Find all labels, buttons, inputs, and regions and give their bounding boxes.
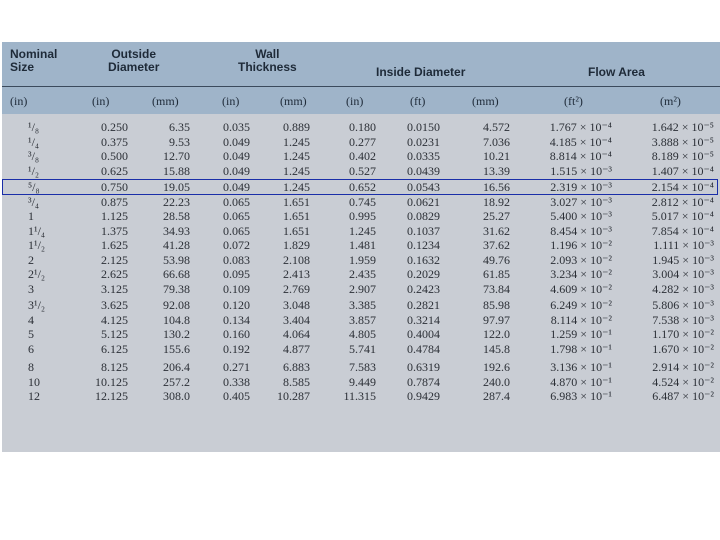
- cell-od-mm: 15.88: [163, 164, 190, 179]
- cell-flow-area-ft2: 5.400 × 10⁻³: [550, 209, 612, 224]
- cell-nominal-size: ¹/₂: [28, 164, 40, 179]
- pipe-dimensions-table: [2, 42, 720, 452]
- cell-nominal-size: 1¹/₂: [28, 238, 46, 252]
- cell-id-ft: 0.0543: [407, 180, 440, 194]
- cell-flow-area-m2: 1.945 × 10⁻³: [652, 252, 714, 267]
- cell-id-in: 0.277: [349, 134, 376, 149]
- table-row: [2, 375, 720, 389]
- cell-id-in: 9.449: [349, 374, 376, 389]
- cell-id-in: 4.805: [349, 327, 376, 342]
- unit-wall-mm: (mm): [280, 94, 307, 108]
- cell-flow-area-m2: 3.004 × 10⁻³: [652, 267, 714, 282]
- cell-nominal-size: 1: [28, 209, 34, 224]
- table-row: [2, 342, 720, 356]
- cell-nominal-size: ³/₈: [28, 149, 40, 164]
- cell-id-mm: 49.76: [483, 252, 510, 267]
- cell-wall-in: 0.049: [223, 180, 250, 194]
- cell-od-mm: 155.6: [163, 342, 190, 357]
- cell-od-mm: 104.8: [163, 312, 190, 327]
- cell-wall-mm: 1.245: [283, 164, 310, 179]
- cell-od-mm: 6.35: [169, 120, 190, 134]
- table-row: [2, 224, 720, 238]
- cell-od-in: 0.375: [101, 134, 128, 149]
- cell-id-in: 0.745: [349, 194, 376, 209]
- cell-flow-area-m2: 1.407 × 10⁻⁴: [651, 164, 714, 179]
- cell-nominal-size: 10: [28, 374, 40, 389]
- cell-nominal-size: 1¹/₄: [28, 224, 46, 239]
- cell-wall-in: 0.134: [223, 312, 250, 327]
- cell-od-mm: 19.05: [163, 180, 190, 194]
- cell-wall-in: 0.160: [223, 327, 250, 342]
- cell-nominal-size: 5: [28, 327, 34, 342]
- cell-nominal-size: ¹/₄: [28, 134, 40, 149]
- cell-flow-area-ft2: 4.185 × 10⁻⁴: [549, 134, 612, 149]
- cell-id-ft: 0.0439: [407, 164, 440, 179]
- table-row: [2, 238, 720, 252]
- cell-wall-mm: 2.413: [283, 267, 310, 282]
- cell-wall-in: 0.065: [223, 209, 250, 224]
- cell-flow-area-ft2: 1.515 × 10⁻³: [550, 164, 612, 179]
- table-body: [2, 114, 720, 452]
- table-row: [2, 149, 720, 163]
- cell-od-in: 12.125: [95, 389, 128, 404]
- cell-id-mm: 25.27: [483, 209, 510, 224]
- row-highlight-box: [2, 179, 718, 195]
- cell-wall-mm: 1.651: [283, 224, 310, 239]
- cell-id-in: 3.385: [349, 298, 376, 312]
- unit-flow-ft2: (ft²): [564, 94, 583, 108]
- cell-wall-in: 0.049: [223, 164, 250, 179]
- cell-id-ft: 0.0621: [407, 194, 440, 209]
- table-row: [2, 195, 720, 209]
- cell-flow-area-ft2: 4.609 × 10⁻²: [550, 282, 612, 297]
- cell-id-ft: 0.4004: [407, 327, 440, 342]
- cell-od-in: 0.500: [101, 149, 128, 164]
- cell-od-in: 2.125: [101, 252, 128, 267]
- cell-wall-in: 0.065: [223, 194, 250, 209]
- table-row: [2, 209, 720, 223]
- cell-nominal-size: 2¹/₂: [28, 267, 46, 282]
- table-row: [2, 360, 720, 374]
- cell-flow-area-ft2: 2.319 × 10⁻³: [550, 180, 612, 194]
- cell-od-mm: 92.08: [163, 298, 190, 312]
- cell-id-mm: 18.92: [483, 194, 510, 209]
- cell-nominal-size: 8: [28, 360, 34, 374]
- header-wall-thickness: Wall Thickness: [238, 47, 297, 74]
- cell-wall-in: 0.405: [223, 389, 250, 404]
- cell-id-mm: 13.39: [483, 164, 510, 179]
- cell-flow-area-m2: 6.487 × 10⁻²: [652, 389, 714, 404]
- cell-wall-in: 0.338: [223, 374, 250, 389]
- cell-flow-area-m2: 1.670 × 10⁻²: [652, 342, 714, 357]
- cell-od-mm: 28.58: [163, 209, 190, 224]
- cell-od-mm: 9.53: [169, 134, 190, 149]
- cell-od-in: 1.375: [101, 224, 128, 239]
- cell-flow-area-m2: 1.111 × 10⁻³: [653, 238, 714, 252]
- cell-nominal-size: 12: [28, 389, 40, 404]
- cell-od-mm: 206.4: [163, 360, 190, 374]
- cell-wall-in: 0.065: [223, 224, 250, 239]
- cell-wall-mm: 1.651: [283, 209, 310, 224]
- table-row: [2, 120, 720, 134]
- cell-wall-mm: 4.877: [283, 342, 310, 357]
- cell-id-ft: 0.0335: [407, 149, 440, 164]
- cell-od-in: 0.625: [101, 164, 128, 179]
- cell-flow-area-ft2: 1.196 × 10⁻²: [550, 238, 612, 252]
- cell-wall-in: 0.072: [223, 238, 250, 252]
- cell-wall-in: 0.109: [223, 282, 250, 297]
- cell-flow-area-m2: 2.914 × 10⁻²: [652, 360, 714, 374]
- cell-nominal-size: 3¹/₂: [28, 298, 46, 312]
- cell-nominal-size: ⁵/₈: [28, 180, 40, 194]
- cell-wall-in: 0.035: [223, 120, 250, 134]
- cell-wall-mm: 2.769: [283, 282, 310, 297]
- unit-od-mm: (mm): [152, 94, 179, 108]
- cell-od-mm: 130.2: [163, 327, 190, 342]
- unit-id-mm: (mm): [472, 94, 499, 108]
- cell-id-mm: 16.56: [483, 180, 510, 194]
- cell-wall-mm: 1.245: [283, 134, 310, 149]
- cell-od-in: 3.125: [101, 282, 128, 297]
- cell-wall-in: 0.120: [223, 298, 250, 312]
- cell-id-in: 5.741: [349, 342, 376, 357]
- table-row: [2, 282, 720, 296]
- cell-flow-area-ft2: 1.798 × 10⁻¹: [550, 342, 612, 357]
- cell-od-in: 5.125: [101, 327, 128, 342]
- cell-od-in: 2.625: [101, 267, 128, 282]
- cell-od-in: 4.125: [101, 312, 128, 327]
- table-row: [2, 313, 720, 327]
- cell-od-in: 3.625: [101, 298, 128, 312]
- table-row: [2, 389, 720, 403]
- cell-od-mm: 22.23: [163, 194, 190, 209]
- cell-flow-area-m2: 1.170 × 10⁻²: [652, 327, 714, 342]
- cell-flow-area-m2: 5.806 × 10⁻³: [652, 298, 714, 312]
- cell-id-mm: 7.036: [483, 134, 510, 149]
- cell-od-mm: 79.38: [163, 282, 190, 297]
- unit-wall-in: (in): [222, 94, 240, 108]
- cell-wall-in: 0.095: [223, 267, 250, 282]
- cell-id-ft: 0.1234: [407, 238, 440, 252]
- cell-wall-in: 0.049: [223, 134, 250, 149]
- cell-flow-area-ft2: 6.249 × 10⁻²: [550, 298, 612, 312]
- cell-id-ft: 0.0231: [407, 134, 440, 149]
- cell-id-in: 0.527: [349, 164, 376, 179]
- cell-flow-area-ft2: 2.093 × 10⁻²: [550, 252, 612, 267]
- cell-id-ft: 0.6319: [407, 360, 440, 374]
- cell-flow-area-ft2: 6.983 × 10⁻¹: [550, 389, 612, 404]
- cell-flow-area-ft2: 4.870 × 10⁻¹: [550, 374, 612, 389]
- cell-id-mm: 61.85: [483, 267, 510, 282]
- cell-od-in: 1.625: [101, 238, 128, 252]
- cell-id-in: 1.245: [349, 224, 376, 239]
- cell-od-mm: 308.0: [163, 389, 190, 404]
- cell-flow-area-m2: 4.524 × 10⁻²: [652, 374, 714, 389]
- cell-od-in: 0.250: [101, 120, 128, 134]
- cell-id-in: 7.583: [349, 360, 376, 374]
- cell-id-mm: 31.62: [483, 224, 510, 239]
- cell-wall-mm: 3.404: [283, 312, 310, 327]
- table-row: [2, 164, 720, 178]
- unit-flow-m2: (m²): [660, 94, 681, 108]
- cell-id-ft: 0.4784: [407, 342, 440, 357]
- header-inside-diameter: Inside Diameter: [376, 65, 466, 79]
- table-row: [2, 253, 720, 267]
- cell-flow-area-m2: 1.642 × 10⁻⁵: [651, 120, 714, 134]
- unit-od-in: (in): [92, 94, 110, 108]
- table-row: [2, 327, 720, 341]
- table-row: [2, 267, 720, 281]
- cell-id-mm: 4.572: [483, 120, 510, 134]
- cell-flow-area-ft2: 3.027 × 10⁻³: [550, 194, 612, 209]
- cell-flow-area-m2: 3.888 × 10⁻⁵: [651, 134, 714, 149]
- header-nominal-size: Nominal Size: [10, 47, 58, 74]
- cell-nominal-size: 2: [28, 252, 34, 267]
- cell-od-in: 1.125: [101, 209, 128, 224]
- table-header: [2, 42, 720, 114]
- cell-flow-area-ft2: 8.454 × 10⁻³: [550, 224, 612, 239]
- unit-nominal-in: (in): [10, 94, 28, 108]
- cell-od-mm: 12.70: [163, 149, 190, 164]
- cell-wall-mm: 1.651: [283, 194, 310, 209]
- cell-wall-in: 0.192: [223, 342, 250, 357]
- cell-od-in: 0.875: [101, 194, 128, 209]
- cell-id-in: 0.402: [349, 149, 376, 164]
- cell-id-ft: 0.2821: [407, 298, 440, 312]
- cell-id-mm: 85.98: [483, 298, 510, 312]
- cell-id-in: 0.180: [349, 120, 376, 134]
- table-row: [2, 298, 720, 312]
- cell-id-ft: 0.0829: [407, 209, 440, 224]
- cell-id-ft: 0.0150: [407, 120, 440, 134]
- cell-id-ft: 0.1632: [407, 252, 440, 267]
- cell-od-in: 6.125: [101, 342, 128, 357]
- cell-od-mm: 257.2: [163, 374, 190, 389]
- cell-id-in: 2.907: [349, 282, 376, 297]
- cell-id-mm: 287.4: [483, 389, 510, 404]
- cell-flow-area-m2: 2.812 × 10⁻⁴: [651, 194, 714, 209]
- unit-id-in: (in): [346, 94, 364, 108]
- cell-wall-in: 0.083: [223, 252, 250, 267]
- header-flow-area: Flow Area: [588, 65, 645, 79]
- cell-flow-area-m2: 7.854 × 10⁻⁴: [651, 224, 714, 239]
- cell-wall-mm: 0.889: [283, 120, 310, 134]
- cell-id-mm: 37.62: [483, 238, 510, 252]
- cell-flow-area-ft2: 1.767 × 10⁻⁴: [549, 120, 612, 134]
- cell-od-in: 10.125: [95, 374, 128, 389]
- cell-wall-mm: 1.829: [283, 238, 310, 252]
- cell-id-ft: 0.2029: [407, 267, 440, 282]
- table-row: [2, 135, 720, 149]
- cell-wall-mm: 1.245: [283, 180, 310, 194]
- cell-id-mm: 145.8: [483, 342, 510, 357]
- cell-wall-mm: 2.108: [283, 252, 310, 267]
- cell-wall-mm: 10.287: [277, 389, 310, 404]
- cell-od-in: 8.125: [101, 360, 128, 374]
- cell-wall-mm: 3.048: [283, 298, 310, 312]
- cell-nominal-size: 4: [28, 312, 34, 327]
- cell-id-ft: 0.2423: [407, 282, 440, 297]
- cell-id-in: 0.652: [349, 180, 376, 194]
- cell-wall-mm: 4.064: [283, 327, 310, 342]
- cell-od-mm: 66.68: [163, 267, 190, 282]
- cell-nominal-size: ³/₄: [28, 194, 40, 209]
- cell-id-mm: 192.6: [483, 360, 510, 374]
- cell-wall-mm: 6.883: [283, 360, 310, 374]
- cell-id-ft: 0.1037: [407, 224, 440, 239]
- cell-flow-area-ft2: 8.114 × 10⁻²: [550, 312, 612, 327]
- cell-flow-area-m2: 8.189 × 10⁻⁵: [651, 149, 714, 164]
- cell-id-mm: 97.97: [483, 312, 510, 327]
- cell-wall-in: 0.271: [223, 360, 250, 374]
- header-outside-diameter: Outside Diameter: [108, 47, 160, 74]
- cell-wall-mm: 1.245: [283, 149, 310, 164]
- cell-id-ft: 0.9429: [407, 389, 440, 404]
- cell-id-ft: 0.3214: [407, 312, 440, 327]
- cell-od-mm: 53.98: [163, 252, 190, 267]
- cell-id-mm: 10.21: [483, 149, 510, 164]
- cell-id-in: 0.995: [349, 209, 376, 224]
- cell-id-mm: 73.84: [483, 282, 510, 297]
- cell-od-mm: 41.28: [163, 238, 190, 252]
- unit-id-ft: (ft): [410, 94, 426, 108]
- cell-nominal-size: 6: [28, 342, 34, 357]
- cell-id-ft: 0.7874: [407, 374, 440, 389]
- cell-id-in: 3.857: [349, 312, 376, 327]
- cell-flow-area-m2: 2.154 × 10⁻⁴: [651, 180, 714, 194]
- cell-flow-area-m2: 4.282 × 10⁻³: [652, 282, 714, 297]
- cell-id-mm: 240.0: [483, 374, 510, 389]
- cell-flow-area-ft2: 3.136 × 10⁻¹: [550, 360, 612, 374]
- cell-od-mm: 34.93: [163, 224, 190, 239]
- cell-flow-area-m2: 7.538 × 10⁻³: [652, 312, 714, 327]
- cell-flow-area-m2: 5.017 × 10⁻⁴: [651, 209, 714, 224]
- cell-nominal-size: ¹/₈: [28, 120, 40, 134]
- cell-id-mm: 122.0: [483, 327, 510, 342]
- cell-flow-area-ft2: 3.234 × 10⁻²: [550, 267, 612, 282]
- cell-od-in: 0.750: [101, 180, 128, 194]
- cell-id-in: 1.481: [349, 238, 376, 252]
- cell-wall-mm: 8.585: [283, 374, 310, 389]
- cell-id-in: 11.315: [343, 389, 376, 404]
- cell-nominal-size: 3: [28, 282, 34, 297]
- cell-wall-in: 0.049: [223, 149, 250, 164]
- header-rule: [2, 86, 720, 87]
- cell-flow-area-ft2: 8.814 × 10⁻⁴: [549, 149, 612, 164]
- cell-id-in: 2.435: [349, 267, 376, 282]
- cell-id-in: 1.959: [349, 252, 376, 267]
- cell-flow-area-ft2: 1.259 × 10⁻¹: [550, 327, 612, 342]
